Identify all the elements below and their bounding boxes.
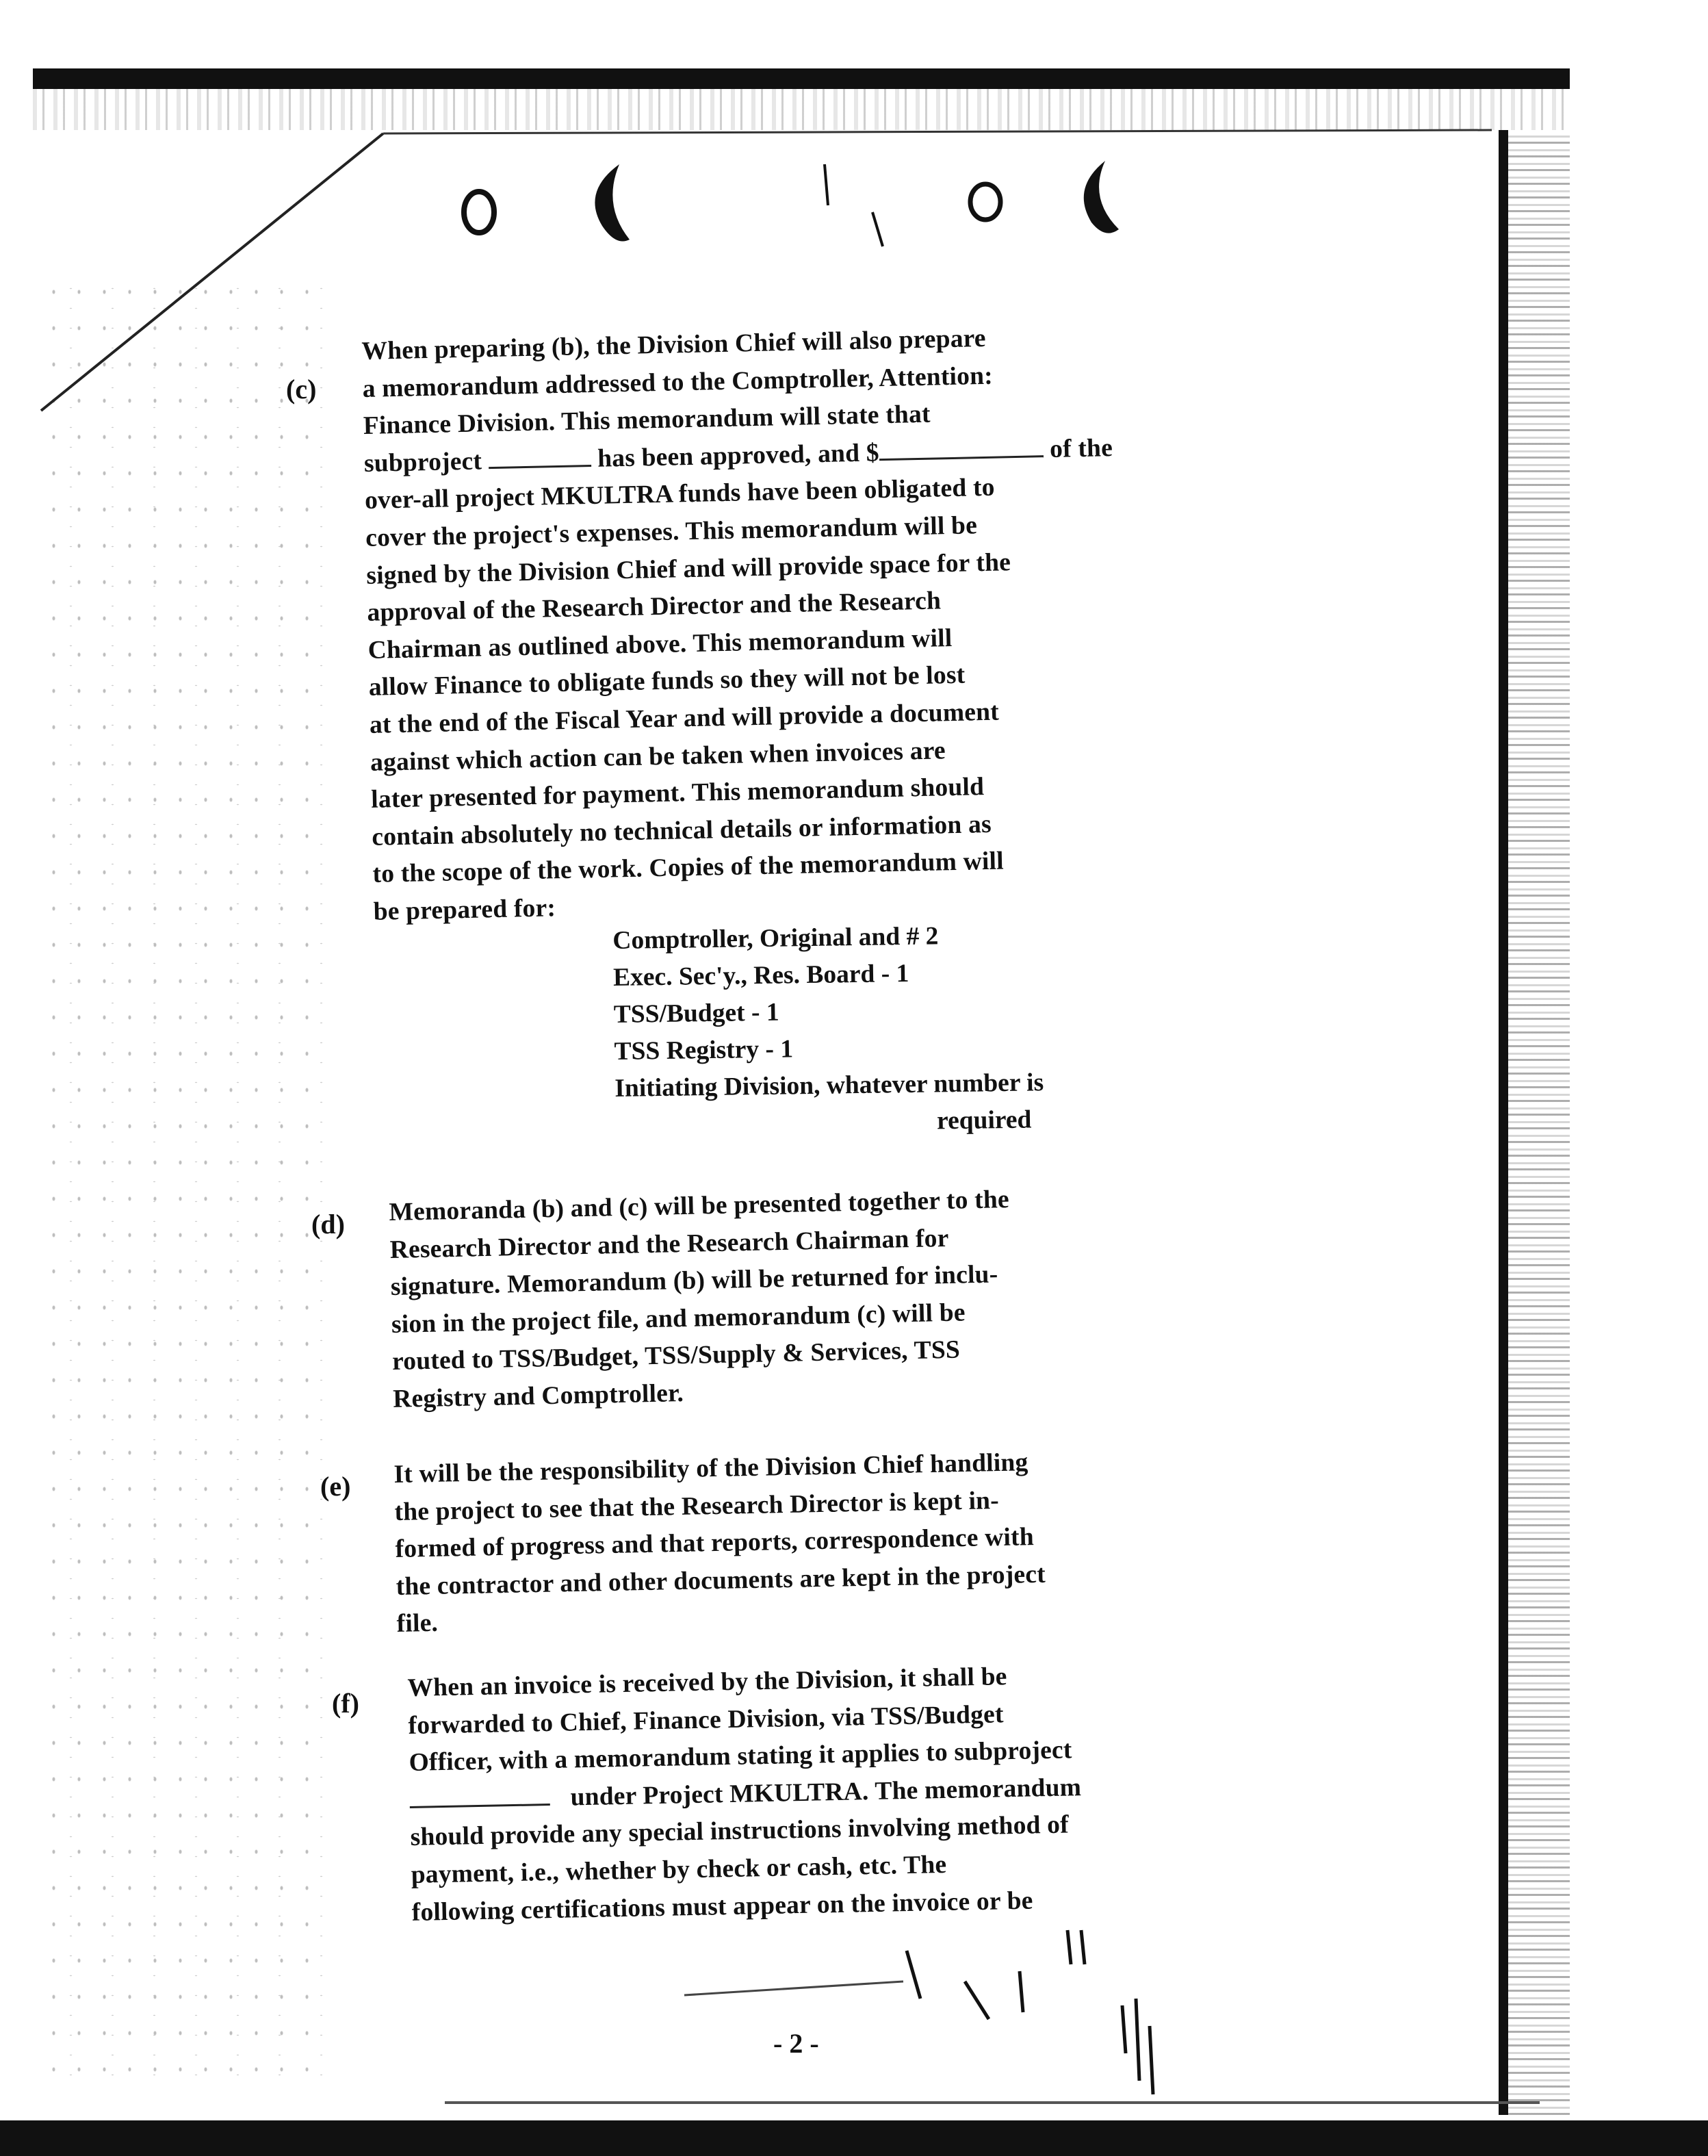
- paragraph-e-line: file.: [396, 1609, 439, 1639]
- paragraph-c-line: at the end of the Fiscal Year and will provide a document: [369, 697, 1000, 739]
- paragraph-c-line: over-all project MKULTRA funds have been obligated to: [364, 474, 996, 515]
- paragraph-d-line: sion in the project file, and memorandum (c) will be: [391, 1298, 966, 1339]
- paragraph-d-label: (d): [311, 1209, 345, 1240]
- paragraph-c-line: be prepared for:: [373, 894, 556, 926]
- of-the-text: of the: [1049, 433, 1113, 463]
- paragraph-c-line: to the scope of the work. Copies of the memorandum will: [372, 847, 1005, 889]
- paragraph-f-line: Officer, with a memorandum stating it applies to subproject: [409, 1736, 1072, 1778]
- paragraph-c-line: against which action can be taken when invoices are: [370, 736, 946, 777]
- under-project-text: under Project MKULTRA. The memorandum: [570, 1773, 1082, 1812]
- paragraph-f-label: (f): [332, 1688, 359, 1719]
- paragraph-f-line: following certifications must appear on the invoice or be: [411, 1886, 1033, 1927]
- paragraph-d-line: Research Director and the Research Chairman for: [389, 1224, 949, 1264]
- distribution-item: TSS/Budget - 1: [613, 998, 779, 1029]
- paragraph-d-line: Registry and Comptroller.: [392, 1379, 684, 1413]
- subproject-text: subproject: [363, 447, 482, 478]
- paragraph-c-line: contain absolutely no technical details or information as: [371, 810, 992, 851]
- paragraph-c-line: later presented for payment. This memorandum should: [370, 773, 985, 814]
- paragraph-f-line: payment, i.e., whether by check or cash, etc. The: [411, 1850, 947, 1889]
- distribution-item: Exec. Sec'y., Res. Board - 1: [612, 959, 909, 992]
- paragraph-c-line: Chairman as outlined above. This memorandum will: [367, 624, 953, 665]
- paragraph-c-line: a memorandum addressed to the Comptroller, Attention:: [362, 361, 994, 403]
- paragraph-c-line: cover the project's expenses. This memorandum will be: [365, 511, 978, 552]
- paragraph-e-label: (e): [320, 1471, 351, 1502]
- distribution-required: required: [936, 1105, 1032, 1135]
- paragraph-c-line: signed by the Division Chief and will provide space for the: [365, 548, 1011, 590]
- paragraph-d-line: signature. Memorandum (b) will be returned for inclu-: [390, 1260, 998, 1302]
- paragraph-e-line: It will be the responsibility of the Division Chief handling: [393, 1448, 1028, 1489]
- paragraph-e-line: the contractor and other documents are kept in the project: [396, 1560, 1046, 1601]
- distribution-item: TSS Registry - 1: [614, 1035, 794, 1066]
- paragraph-c-line: allow Finance to obligate funds so they will not be lost: [368, 660, 966, 702]
- paragraph-e-line: the project to see that the Research Director is kept in-: [394, 1486, 1000, 1526]
- paragraph-d-line: Memoranda (b) and (c) will be presented together to the: [389, 1185, 1010, 1227]
- distribution-item: Initiating Division, whatever number is: [614, 1068, 1044, 1103]
- distribution-item: Comptroller, Original and # 2: [612, 922, 939, 955]
- paragraph-e-line: formed of progress and that reports, correspondence with: [395, 1523, 1035, 1564]
- paragraph-f-line: should provide any special instructions involving method of: [410, 1810, 1070, 1852]
- paragraph-d-line: routed to TSS/Budget, TSS/Supply & Services, TSS: [391, 1335, 961, 1376]
- paragraph-c-line: Finance Division. This memorandum will state that: [363, 400, 931, 441]
- paragraph-f-line: forwarded to Chief, Finance Division, via TSS/Budget: [408, 1699, 1004, 1740]
- paragraph-c-line: approval of the Research Director and the Research: [367, 587, 942, 628]
- page-number: - 2 -: [773, 2028, 819, 2059]
- approved-text: has been approved, and $: [597, 438, 880, 473]
- paragraph-f-line: When an invoice is received by the Division, it shall be: [407, 1663, 1007, 1702]
- paragraph-c-line: When preparing (b), the Division Chief will also prepare: [361, 324, 987, 365]
- paragraph-c-label: (c): [286, 374, 317, 405]
